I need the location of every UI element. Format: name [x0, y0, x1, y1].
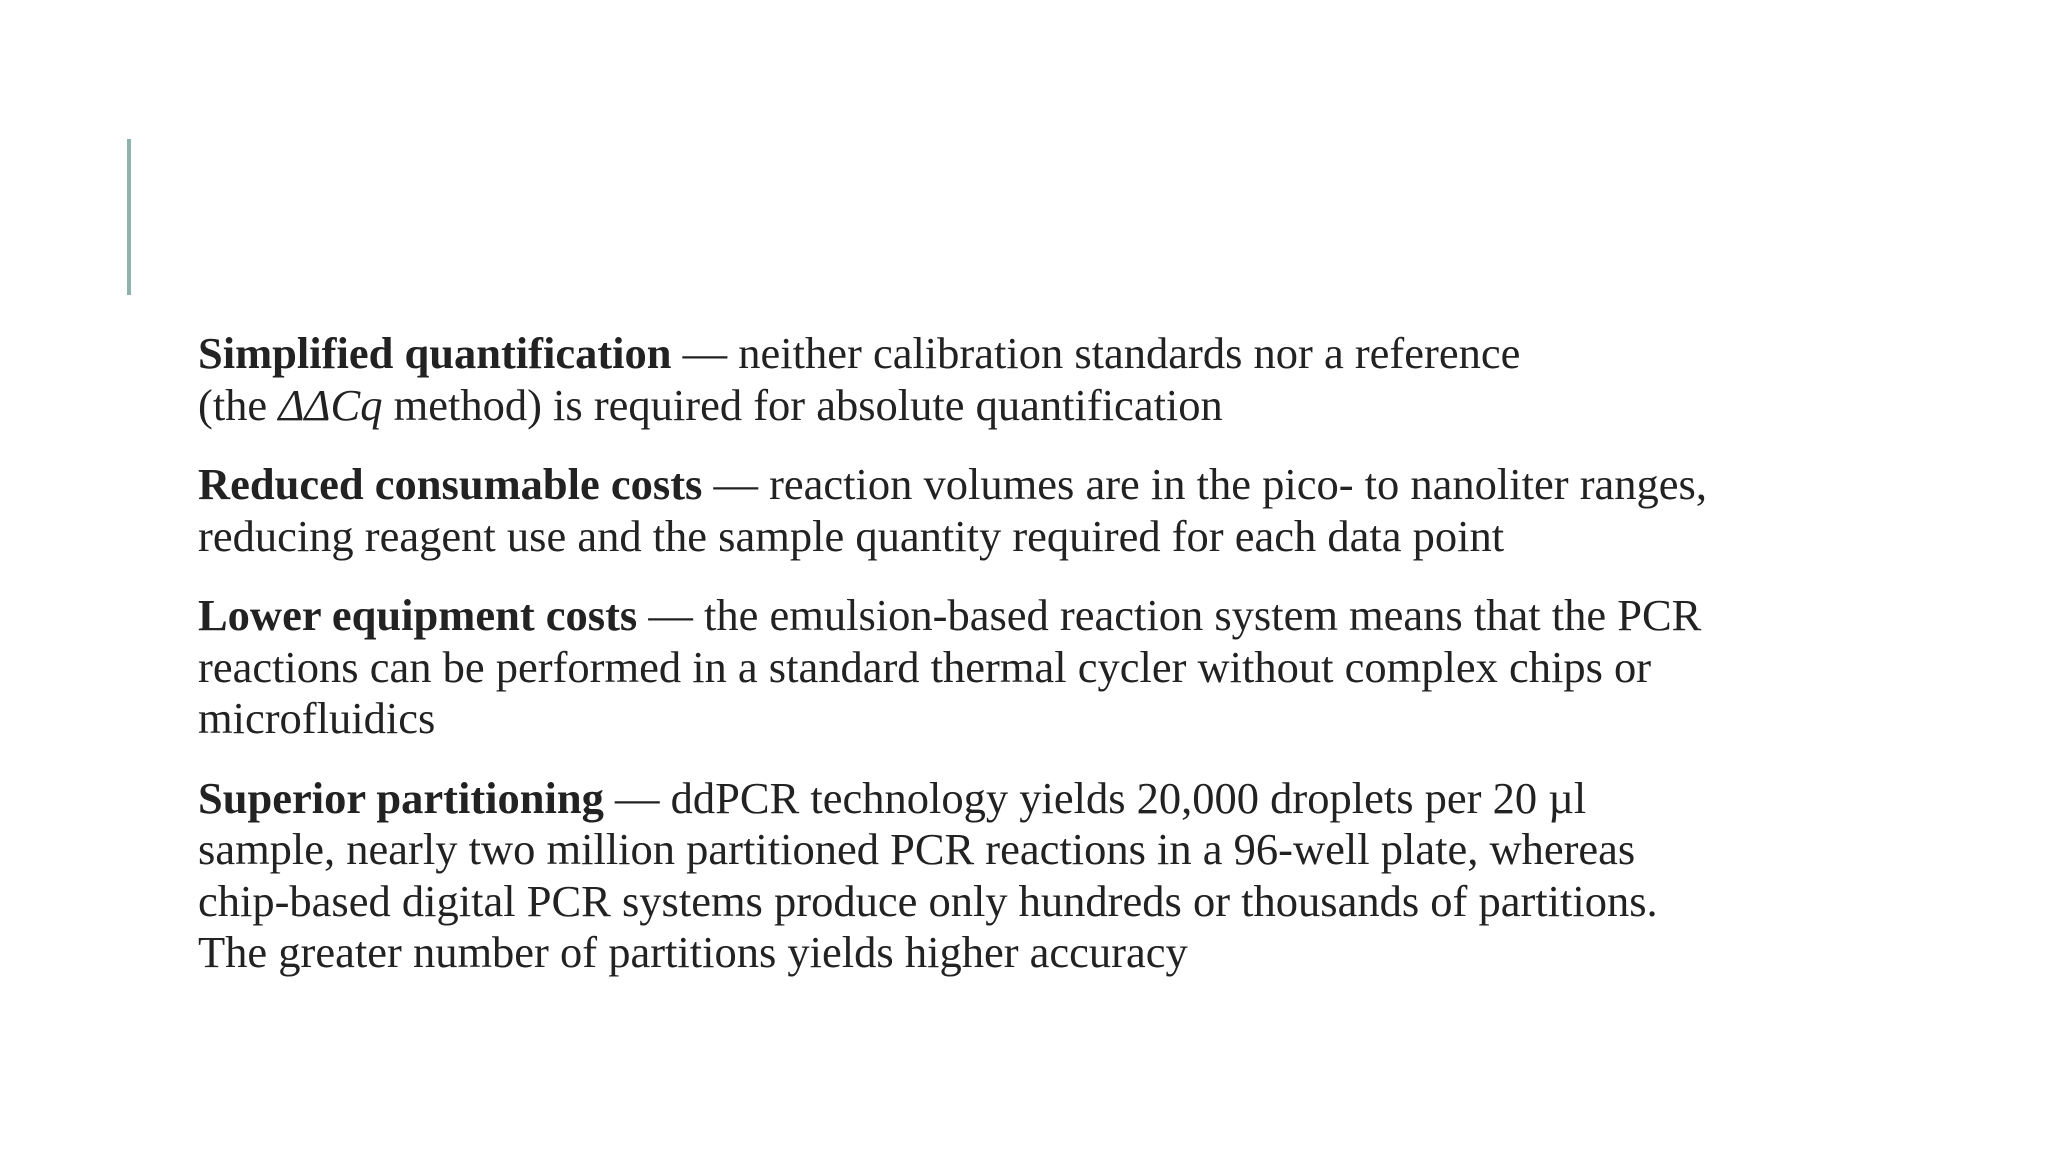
slide-body	[198, 328, 1918, 1007]
italic-term: ΔΔCq	[278, 379, 383, 430]
body-text: (the	[198, 379, 279, 430]
body-text: sample, nearly two million partitioned PCR reactions in a 96-well plate, whereas	[198, 824, 1636, 874]
body-text: reactions can be performed in a standard thermal cycler without complex chips or	[198, 641, 1652, 692]
bullet-reduced-consumable-costs	[198, 459, 1918, 562]
term-label: Reduced consumable costs	[198, 459, 703, 509]
accent-bar	[127, 139, 131, 295]
body-text: The greater number of partitions yields higher accuracy	[198, 927, 1188, 977]
body-text: — reaction volumes are in the pico- to nanoliter ranges,	[702, 459, 1707, 509]
body-text: method) is required for absolute quantification	[382, 379, 1223, 430]
term-label: Superior partitioning	[198, 772, 604, 823]
body-text: — neither calibration standards nor a reference	[671, 328, 1521, 378]
body-text: reducing reagent use and the sample quantity required for each data point	[198, 510, 1505, 561]
body-text: — the emulsion-based reaction system means that the PCR	[637, 590, 1702, 640]
body-text: microfluidics	[198, 693, 436, 743]
bullet-superior-partitioning	[198, 773, 1918, 979]
term-label: Simplified quantification	[198, 328, 672, 378]
bullet-lower-equipment-costs	[198, 590, 1918, 745]
body-text: — ddPCR technology yields 20,000 droplets per 20 µl	[603, 772, 1587, 823]
bullet-simplified-quantification	[198, 328, 1918, 431]
term-label: Lower equipment costs	[198, 590, 638, 640]
body-text: chip-based digital PCR systems produce only hundreds or thousands of partitions.	[198, 875, 1658, 926]
